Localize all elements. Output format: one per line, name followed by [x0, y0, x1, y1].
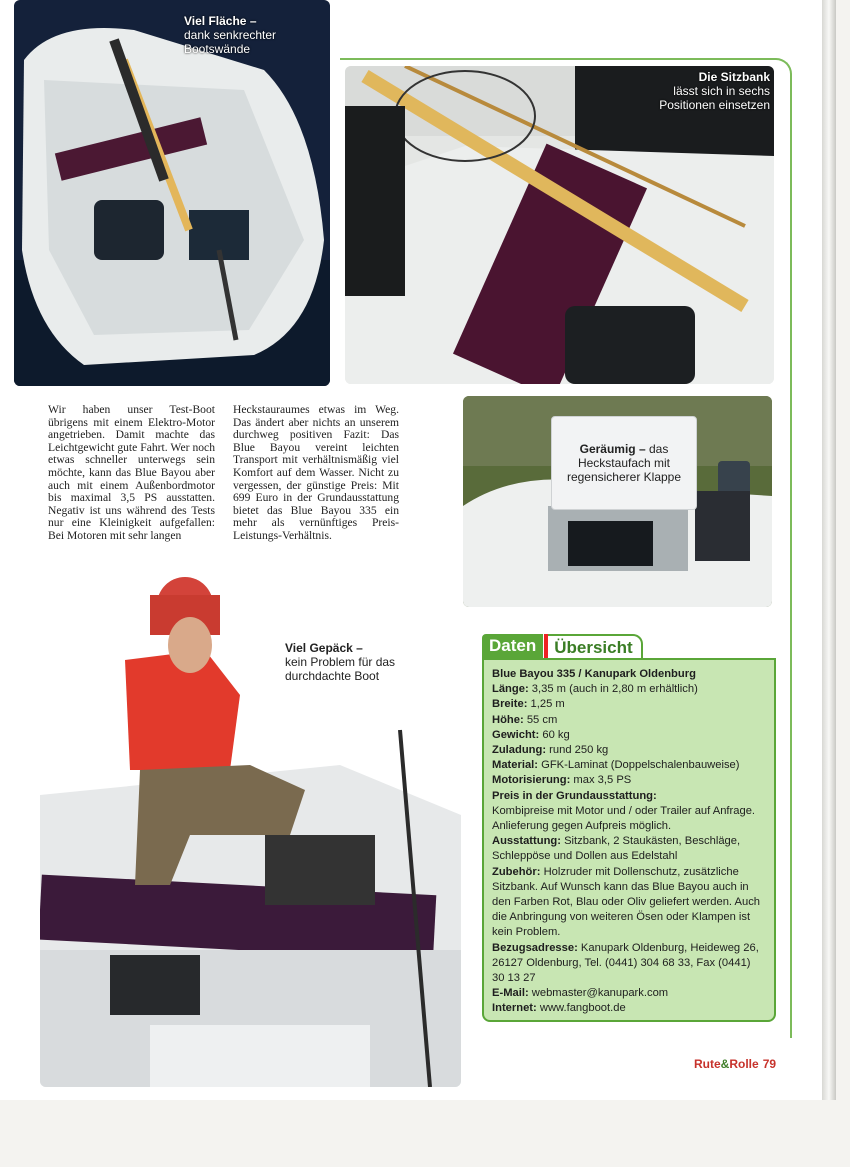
data-row-payload	[492, 743, 766, 758]
data-label-motor: Motorisierung:	[492, 774, 571, 787]
photo-stern-storage	[463, 396, 772, 607]
caption-top-left-text: dank senkrechter Bootswände	[184, 28, 277, 56]
footer-brand-b: Rolle	[729, 1057, 759, 1071]
data-value-equipment: Sitzbank, 2 Staukästen, Beschläge, Schleppöse und Dollen aus Edelstahl	[492, 835, 741, 863]
data-box-title: Blue Bayou 335 / Kanupark Oldenburg	[492, 668, 696, 680]
data-value-width: 1,25 m	[530, 698, 565, 711]
caption-top-right-text: lässt sich in sechs Positionen einsetzen	[659, 84, 770, 112]
article-column-1	[48, 404, 215, 543]
caption-top-right-bold: Die Sitzbank	[698, 70, 770, 84]
data-row-accessories	[492, 865, 766, 941]
photo-seat-bench	[345, 66, 774, 384]
caption-bottom-left-bold: Viel Gepäck –	[285, 641, 363, 655]
binding-edge	[822, 0, 836, 1100]
data-row-width	[492, 697, 766, 712]
data-row-email	[492, 986, 766, 1001]
data-label-email: E-Mail:	[492, 987, 529, 1000]
data-value-length: 3,35 m (auch in 2,80 m erhältlich)	[531, 683, 698, 696]
photo-boat-top-view	[14, 0, 330, 386]
data-row-motor	[492, 773, 766, 788]
data-row-equipment	[492, 834, 766, 864]
data-row-length	[492, 682, 766, 697]
data-value-motor: max 3,5 PS	[573, 774, 632, 787]
footer-amp: &	[720, 1057, 730, 1071]
data-label-price: Preis in der Grundausstattung:	[492, 789, 657, 802]
data-value-email: webmaster@kanupark.com	[531, 987, 669, 1000]
data-row-height	[492, 713, 766, 728]
caption-top-left-bold: Viel Fläche –	[184, 14, 257, 28]
data-label-height: Höhe:	[492, 713, 524, 726]
data-value-weight: 60 kg	[542, 728, 570, 741]
caption-middle-right	[558, 442, 690, 484]
article-column-1-text: Wir haben unser Test-Boot übrigens mit einem Elektro-Motor angetrieben. Damit machte das Leichtgewicht gute Fahrt. Wer noch etwas schneller unterwegs sein möchte, kann das Blue Bayou aber auch mit einem Außenbordmotor bis maximal 3,5 PS ausstatten. Negativ ist uns während des Tests nur eine Kleinigkeit aufgefallen: Bei Motoren mit sehr langen	[48, 403, 215, 542]
data-label-material: Material:	[492, 759, 539, 772]
caption-top-left	[184, 14, 324, 56]
data-value-accessories: Holzruder mit Dollenschutz, zusätzliche Sitzbank. Auf Wunsch kann das Blue Bayou auch in den Farben Rot, Blau oder Oliv geliefert werden. Auch die Anbringung von weiteren Ösen oder Klampen ist kein Problem.	[492, 865, 761, 939]
data-box	[482, 658, 776, 1022]
data-label-length: Länge:	[492, 683, 529, 696]
data-label-width: Breite:	[492, 698, 528, 711]
data-row-material	[492, 758, 766, 773]
article-column-2-text: Heckstauraumes etwas im Weg. Das ändert aber nichts an unserem durchweg positiven Fazit: Das Blue Bayou vereint leichten Transport mit verhältnismäßig viel Komfort auf dem Wasser. Nicht zu vergessen, der günstige Preis: Mit 699 Euro in der Grundausstattung bietet das Blue Bayou 335 ein mehr als vernünftiges Preis-Leistungs-Verhältnis.	[233, 403, 399, 542]
data-box-header	[482, 634, 643, 660]
data-value-address: Kanupark Oldenburg, Heideweg 26, 26127 Oldenburg, Tel. (0441) 304 68 33, Fax (0441) 30 13 27	[492, 941, 759, 985]
page-number: 79	[762, 1057, 777, 1071]
data-label-equipment: Ausstattung:	[492, 835, 561, 848]
data-header-right: Übersicht	[548, 634, 642, 660]
data-row-internet	[492, 1001, 766, 1016]
data-value-internet: www.fangboot.de	[539, 1002, 626, 1015]
caption-top-right	[640, 70, 770, 112]
data-label-accessories: Zubehör:	[492, 865, 541, 878]
footer-brand-a: Rute	[694, 1057, 721, 1071]
caption-bottom-left	[285, 641, 435, 683]
data-header-left: Daten	[482, 634, 543, 660]
article-column-2	[233, 404, 399, 543]
page-footer	[694, 1057, 776, 1071]
data-row-price	[492, 789, 766, 835]
data-label-address: Bezugsadresse:	[492, 941, 578, 954]
data-value-material: GFK-Laminat (Doppelschalenbauweise)	[541, 759, 740, 772]
data-label-internet: Internet:	[492, 1002, 537, 1015]
caption-middle-right-bold: Geräumig –	[579, 442, 646, 456]
data-value-height: 55 cm	[526, 713, 558, 726]
data-label-payload: Zuladung:	[492, 744, 547, 757]
data-value-price: Kombipreise mit Motor und / oder Trailer auf Anfrage. Anlieferung gegen Aufpreis möglich.	[492, 804, 756, 833]
data-row-address	[492, 941, 766, 987]
data-row-weight	[492, 728, 766, 743]
photo-angler-in-boat	[40, 555, 461, 1087]
data-label-weight: Gewicht:	[492, 728, 540, 741]
caption-middle-right-text: das Heckstaufach mit regensicherer Klappe	[566, 442, 682, 484]
caption-bottom-left-text: kein Problem für das durchdachte Boot	[285, 655, 396, 683]
data-value-payload: rund 250 kg	[549, 744, 609, 757]
